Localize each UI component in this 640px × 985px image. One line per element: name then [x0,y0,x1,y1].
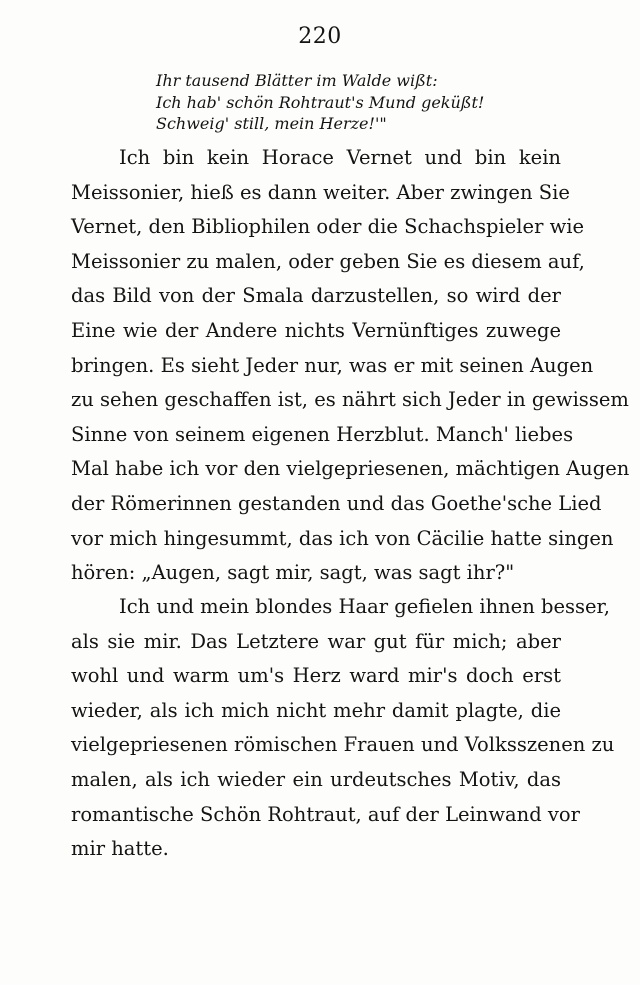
text-line: wieder, als ich mich nicht mehr damit plagte, die [71,698,561,722]
text-line: das Bild von der Smala darzustellen, so wird der [71,284,561,308]
page-number: 220 [298,24,342,49]
text-line: hören: „Augen, sagt mir, sagt, was sagt ihr?" [71,561,515,585]
text-line: Meissonier zu malen, oder geben Sie es diesem auf, [71,249,585,273]
text-line: vor mich hingesummt, das ich von Cäcilie hatte singen [71,526,614,550]
poem-line: Schweig' still, mein Herze!'" [156,114,387,133]
text-line: wohl und warm um's Herz ward mir's doch erst [71,664,561,688]
text-line: zu sehen geschaffen ist, es nährt sich Jeder in gewissem [71,388,629,412]
text-line: romantische Schön Rohtraut, auf der Leinwand vor [71,802,580,826]
paragraph-1 [71,141,630,591]
text-line: malen, als ich wieder ein urdeutsches Motiv, das [71,767,561,791]
text-line: als sie mir. Das Letztere war gut für mich; aber [71,629,561,653]
poem-line: Ihr tausend Blätter im Walde wißt: [156,71,438,90]
text-line: bringen. Es sieht Jeder nur, was er mit seinen Augen [71,353,594,377]
text-line: Mal habe ich vor den vielgepriesenen, mächtigen Augen [71,457,630,481]
text-line: Ich bin kein Horace Vernet und bin kein [119,146,561,169]
text-line: Ich und mein blondes Haar gefielen ihnen besser, [119,595,610,618]
text-line: mir hatte. [71,837,169,861]
text-line: vielgepriesenen römischen Frauen und Volksszenen zu [71,733,615,757]
poem-quote [156,70,496,135]
paragraph-2 [71,590,615,867]
text-line: Vernet, den Bibliophilen oder die Schachspieler wie [71,215,585,239]
text-line: der Römerinnen gestanden und das Goethe'sche Lied [71,491,602,515]
text-line: Sinne von seinem eigenen Herzblut. Manch' liebes [71,422,574,446]
poem-line: Ich hab' schön Rohtraut's Mund geküßt! [156,92,485,112]
text-line: Meissonier, hieß es dann weiter. Aber zwingen Sie [71,180,570,204]
text-line: Eine wie der Andere nichts Vernünftiges zuwege [71,318,561,342]
